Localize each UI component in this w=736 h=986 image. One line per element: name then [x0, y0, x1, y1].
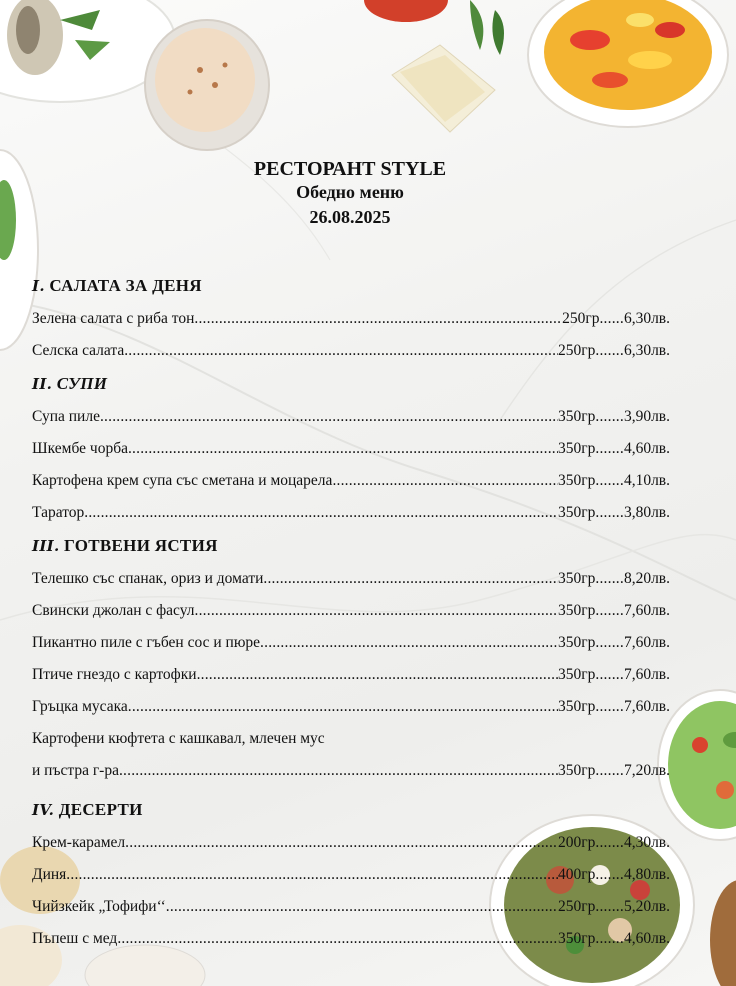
dish-name: Зелена салата с риба тон	[32, 310, 195, 327]
dish-name: Пъпеш с мед	[32, 930, 118, 947]
dish-weight: 350гр	[558, 698, 596, 715]
dish-price: 4,10лв.	[623, 472, 670, 489]
section-number: IV.	[32, 801, 55, 819]
menu-item: Диня ..... 400гр ....... 4,80лв.	[32, 866, 670, 884]
dish-weight: 250гр	[558, 898, 596, 915]
menu-item: Таратор ..... 350гр ....... 3,80лв.	[32, 504, 670, 522]
dish-weight: 200гр	[558, 834, 596, 851]
herb-leaves-image	[470, 0, 504, 55]
dish-price: 7,60лв.	[623, 634, 670, 651]
cheese-image	[392, 45, 495, 132]
dot-leader	[263, 570, 558, 588]
section-label: ГОТВЕНИ ЯСТИЯ	[64, 536, 218, 555]
dish-name: Селска салата	[32, 342, 125, 359]
section-number: II.	[32, 375, 53, 393]
dish-weight: 350гр	[558, 666, 596, 683]
dot-leader	[332, 472, 558, 490]
dot-leader	[128, 440, 558, 458]
restaurant-title: РЕСТОРАНТ STYLE	[253, 158, 447, 180]
dish-name: Гръцка мусака	[32, 698, 128, 715]
dot-leader	[119, 762, 558, 780]
menu-item: Зелена салата с риба тон ..... 250гр ...... 6,30лв.	[32, 310, 670, 328]
dish-price: 6,30лв.	[623, 342, 670, 359]
dish-price: 7,60лв.	[623, 698, 670, 715]
menu-item: Чийзкейк „Тофифи‘‘ ..... 250гр ....... 5,20лв.	[32, 898, 670, 916]
section-label: САЛАТА ЗА ДЕНЯ	[49, 276, 202, 295]
menu-item: Селска салата ..... 250гр ....... 6,30лв.	[32, 342, 670, 360]
dish-name: Чийзкейк „Тофифи‘‘	[32, 898, 166, 915]
dish-name: Пикантно пиле с гъбен сос и пюре	[32, 634, 261, 651]
menu-item: Супа пиле ..... 350гр ....... 3,90лв.	[32, 408, 670, 426]
dot-leader	[66, 866, 558, 884]
dip-cup-image	[145, 20, 269, 150]
dish-name: Телешко със спанак, ориз и домати	[32, 570, 264, 587]
dish-price: 4,80лв.	[623, 866, 670, 883]
menu-item: Пъпеш с мед ..... 350гр ....... 4,60лв.	[32, 930, 670, 948]
dish-price: 7,20лв.	[623, 762, 670, 779]
menu-item: Шкембе чорба ..... 350гр ....... 4,60лв.	[32, 440, 670, 458]
menu-item: Свински джолан с фасул ..... 350гр ....... 7,60лв.	[32, 602, 670, 620]
menu-item: Гръцка мусака ..... 350гр ....... 7,60лв.	[32, 698, 670, 716]
dot-leader	[100, 408, 558, 426]
dish-weight: 350гр	[558, 762, 596, 779]
menu-item: Птиче гнездо с картофки ..... 350гр ....... 7,60лв.	[32, 666, 670, 684]
dish-weight: 350гр	[558, 634, 596, 651]
section-heading-salads	[32, 276, 202, 296]
dish-price: 4,60лв.	[623, 930, 670, 947]
dot-leader	[128, 698, 558, 716]
dish-weight: 350гр	[558, 930, 596, 947]
section-heading-desserts	[32, 800, 143, 820]
tomato-image	[364, 0, 448, 22]
section-number: III.	[32, 537, 60, 555]
dish-name: Картофена крем супа със сметана и моцарела	[32, 472, 333, 489]
menu-header	[0, 157, 700, 230]
wooden-board-image	[710, 880, 736, 986]
section-label: СУПИ	[56, 374, 108, 393]
menu-item: и пъстра г-ра ..... 350гр ....... 7,20лв.	[32, 762, 670, 780]
dish-weight: 250гр	[558, 342, 596, 359]
dish-name: Крем-карамел	[32, 834, 126, 851]
dish-weight: 350гр	[558, 408, 596, 425]
dish-price: 4,30лв.	[623, 834, 670, 851]
pepper-salad-bowl-image	[528, 0, 728, 127]
dish-name: Шкембе чорба	[32, 440, 128, 457]
section-label: ДЕСЕРТИ	[58, 800, 143, 819]
menu-date: 26.08.2025	[309, 207, 391, 227]
dish-price: 7,60лв.	[623, 666, 670, 683]
dish-name-line1: Картофени кюфтета с кашкавал, млечен мус	[32, 730, 325, 747]
dish-price: 8,20лв.	[623, 570, 670, 587]
menu-subtitle: Обедно меню	[296, 182, 404, 202]
section-heading-main-dishes	[32, 536, 218, 556]
dot-leader	[260, 634, 558, 652]
dot-leader	[117, 930, 558, 948]
dish-weight: 250гр	[562, 310, 600, 327]
dish-price: 5,20лв.	[623, 898, 670, 915]
dish-price: 6,30лв.	[623, 310, 670, 327]
dot-leader	[197, 666, 558, 684]
dish-name: и пъстра г-ра	[32, 762, 119, 779]
dish-price: 3,80лв.	[623, 504, 670, 521]
dish-name: Таратор	[32, 504, 85, 521]
dish-weight: 350гр	[558, 570, 596, 587]
dish-weight: 350гр	[558, 472, 596, 489]
dot-leader	[194, 310, 562, 328]
dish-name: Супа пиле	[32, 408, 100, 425]
dish-weight: 350гр	[558, 440, 596, 457]
dish-name: Диня	[32, 866, 67, 883]
dot-leader	[166, 898, 558, 916]
dish-name: Свински джолан с фасул	[32, 602, 195, 619]
section-heading-soups	[32, 374, 107, 394]
menu-item: Пикантно пиле с гъбен сос и пюре ..... 350гр ....... 7,60лв.	[32, 634, 670, 652]
dish-weight: 350гр	[558, 504, 596, 521]
dot-leader	[125, 834, 558, 852]
dish-price: 7,60лв.	[623, 602, 670, 619]
dot-leader	[124, 342, 558, 360]
menu-item: Картофена крем супа със сметана и моцарела ..... 350гр ....... 4,10лв.	[32, 472, 670, 490]
dish-price: 3,90лв.	[623, 408, 670, 425]
dish-weight: 350гр	[558, 602, 596, 619]
dot-leader	[195, 602, 559, 620]
menu-item: Телешко със спанак, ориз и домати ..... 350гр ....... 8,20лв.	[32, 570, 670, 588]
dot-leader	[84, 504, 558, 522]
section-number: I.	[32, 277, 45, 295]
dish-price: 4,60лв.	[623, 440, 670, 457]
menu-item: Крем-карамел ..... 200гр ....... 4,30лв.	[32, 834, 670, 852]
dish-weight: 400гр	[558, 866, 596, 883]
dish-name: Птиче гнездо с картофки	[32, 666, 197, 683]
